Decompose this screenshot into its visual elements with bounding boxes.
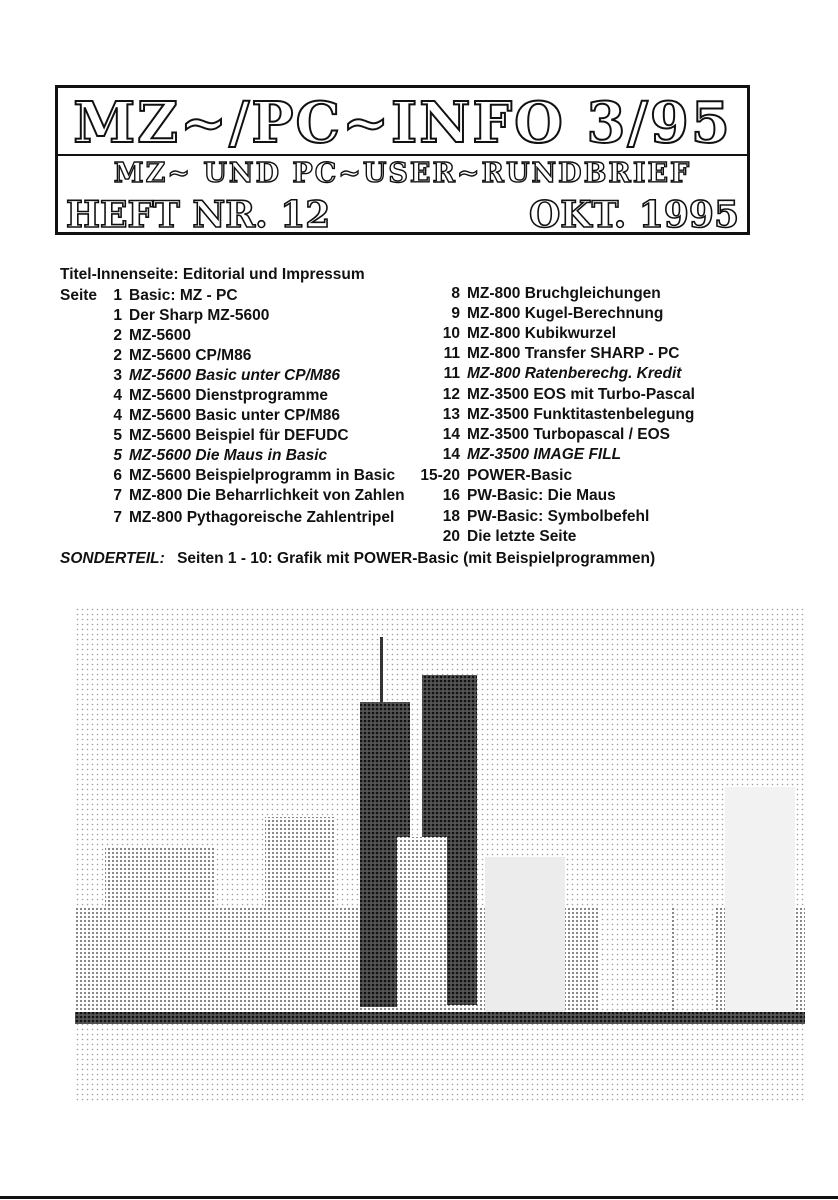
masthead-divider (58, 154, 747, 156)
toc-page: 12 (442, 386, 460, 403)
toc-page: 11 (443, 345, 460, 362)
toc-title: MZ-5600 Basic unter CP/M86 (129, 367, 341, 384)
toc-page: 7 (113, 487, 122, 504)
toc-title: Der Sharp MZ-5600 (129, 307, 270, 324)
toc-title: POWER-Basic (467, 467, 573, 484)
toc-title: MZ-5600 Die Maus in Basic (129, 447, 328, 464)
toc-page: 11 (443, 365, 460, 382)
city-skyline-photo (75, 607, 805, 1102)
building (725, 787, 795, 1017)
toc-seite-label: Seite (60, 287, 98, 304)
toc-title: MZ-800 Pythagoreische Zahlentripel (129, 509, 395, 526)
toc-entry (0, 466, 572, 486)
special-label: SONDERTEIL: (60, 550, 165, 567)
toc-title: MZ-5600 Beispielprogramm in Basic (129, 467, 396, 484)
magazine-subtitle: MZ~ UND PC~USER~RUNDBRIEF (113, 158, 692, 189)
toc-entry (0, 425, 670, 445)
toc-entry (0, 405, 694, 425)
water (75, 1024, 805, 1102)
toc-page: 6 (113, 467, 122, 484)
toc-special (60, 549, 655, 569)
toc-title: MZ-5600 Beispiel für DEFUDC (129, 427, 349, 444)
toc-page: 1 (113, 287, 122, 304)
toc-entry (0, 385, 695, 405)
toc-page: 5 (113, 447, 122, 464)
issue-number: HEFT NR. 12 (66, 194, 331, 236)
toc-title: MZ-800 Kubikwurzel (467, 325, 616, 342)
toc-page: 10 (442, 325, 460, 342)
toc-title: MZ-800 Transfer SHARP - PC (467, 345, 680, 362)
toc-page: 15-20 (420, 467, 460, 484)
toc-entry (0, 486, 616, 506)
toc-page: 9 (451, 305, 460, 322)
toc-page: 5 (113, 427, 122, 444)
toc-title: MZ-3500 Turbopascal / EOS (467, 426, 670, 443)
toc-page: 14 (442, 426, 460, 443)
building (105, 847, 215, 1017)
toc-page: 7 (113, 509, 122, 526)
special-text: Seiten 1 - 10: Grafik mit POWER-Basic (mit Beispielprogrammen) (177, 550, 656, 567)
toc-page: 1 (113, 307, 122, 324)
toc-page: 18 (442, 508, 460, 525)
magazine-title: MZ~/PC~INFO 3/95 (73, 90, 732, 156)
toc-page: 14 (442, 446, 460, 463)
toc-title: MZ-800 Kugel-Berechnung (467, 305, 664, 322)
building (265, 817, 335, 1017)
toc-title: PW-Basic: Symbolbefehl (467, 508, 650, 525)
toc-title: MZ-3500 Funktitastenbelegung (467, 406, 695, 423)
toc-title: Basic: MZ - PC (129, 287, 238, 304)
toc-page: 8 (451, 285, 460, 302)
building (600, 822, 670, 1017)
issue-date: OKT. 1995 (528, 194, 739, 236)
toc-page: 4 (113, 407, 122, 424)
toc-title: MZ-800 Ratenberechg. Kredit (467, 365, 682, 382)
toc-page: 16 (442, 487, 460, 504)
toc-title: PW-Basic: Die Maus (467, 487, 616, 504)
toc-entry (0, 324, 616, 344)
toc-title: MZ-3500 EOS mit Turbo-Pascal (467, 386, 695, 403)
toc-entry (0, 445, 621, 465)
building (675, 737, 715, 1017)
toc-entry (0, 527, 576, 547)
toc-title: MZ-5600 Basic unter CP/M86 (129, 407, 341, 424)
toc-entry (0, 507, 649, 527)
toc-entry (0, 284, 661, 304)
toc-title: MZ-800 Die Beharrlichkeit von Zahlen (129, 487, 405, 504)
toc-page: 20 (442, 528, 460, 545)
toc-title: MZ-5600 Dienstprogramme (129, 387, 328, 404)
building (397, 837, 447, 1017)
toc-title: MZ-800 Bruchgleichungen (467, 285, 661, 302)
shoreline (75, 1012, 805, 1024)
masthead (55, 85, 750, 235)
toc-title: MZ-3500 IMAGE FILL (467, 446, 622, 463)
toc-entry (0, 344, 679, 364)
building (485, 857, 565, 1017)
toc-entry (0, 304, 663, 324)
toc-page: 13 (442, 406, 460, 423)
antenna (380, 637, 383, 702)
toc-title: MZ-5600 CP/M86 (129, 347, 252, 364)
toc-entry (0, 364, 681, 384)
toc-page: 2 (113, 347, 122, 364)
toc-page: 4 (113, 387, 122, 404)
toc-title: Die letzte Seite (467, 528, 577, 545)
page-bottom-rule (0, 1196, 838, 1199)
toc-page: 3 (113, 367, 122, 384)
toc-title: MZ-5600 (129, 327, 192, 344)
toc-page: 2 (113, 327, 122, 344)
toc-intro: Titel-Innenseite: Editorial und Impressum (60, 266, 365, 283)
